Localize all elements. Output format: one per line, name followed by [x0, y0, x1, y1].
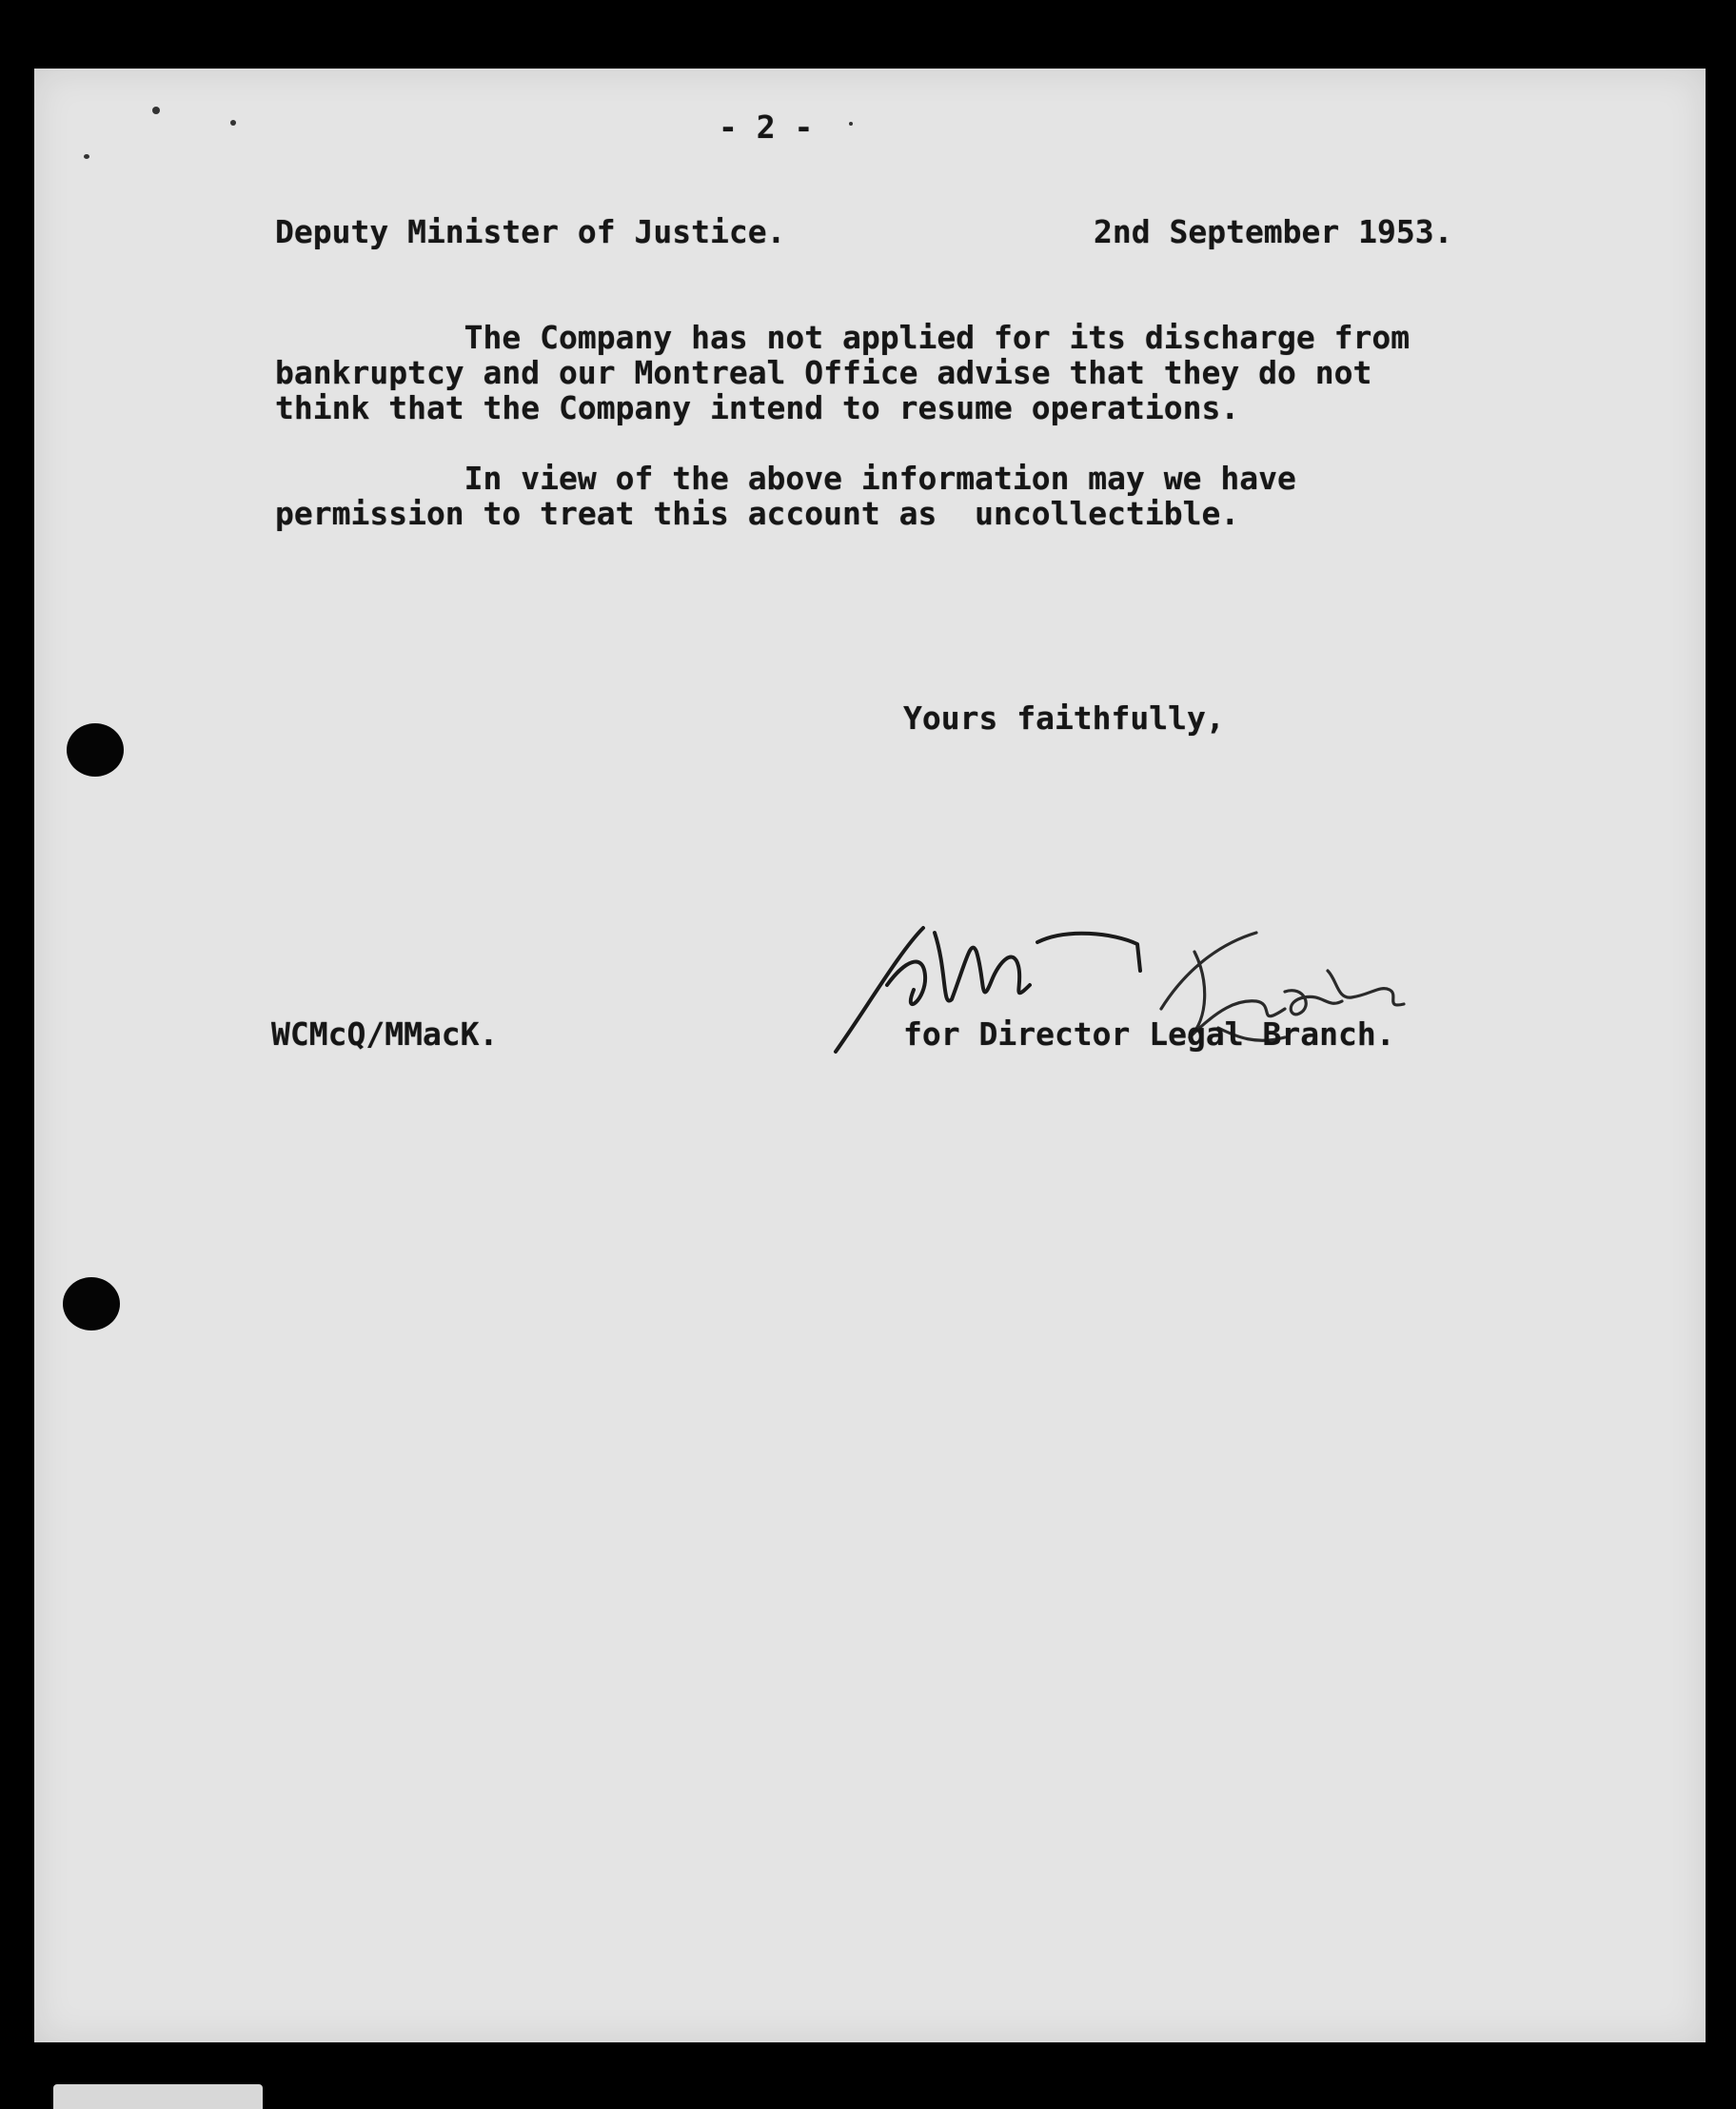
paper-speck	[152, 107, 160, 114]
paper-speck	[230, 120, 236, 126]
paragraph-line: The Company has not applied for its discharge from	[275, 319, 1410, 356]
body-paragraph-1	[275, 320, 1410, 425]
punch-hole	[63, 1277, 120, 1330]
signatory-title: for Director Legal Branch.	[903, 1015, 1395, 1053]
reference-initials: WCMcQ/MMacK.	[271, 1015, 499, 1053]
letter-date: 2nd September 1953.	[1094, 213, 1453, 250]
punch-hole	[67, 723, 124, 777]
paragraph-line: think that the Company intend to resume operations.	[275, 389, 1240, 426]
body-paragraph-2	[275, 461, 1296, 531]
addressee-line: Deputy Minister of Justice.	[275, 213, 786, 250]
paper-speck	[84, 154, 89, 159]
paper-speck	[849, 122, 853, 126]
paragraph-line: bankruptcy and our Montreal Office advise that they do not	[275, 354, 1372, 391]
page-number: - 2 -	[719, 108, 814, 146]
paragraph-line: permission to treat this account as uncollectible.	[275, 495, 1240, 532]
scan-edge-tab	[53, 2084, 263, 2109]
paragraph-line: In view of the above information may we have	[275, 460, 1296, 497]
complimentary-closing: Yours faithfully,	[903, 700, 1225, 737]
